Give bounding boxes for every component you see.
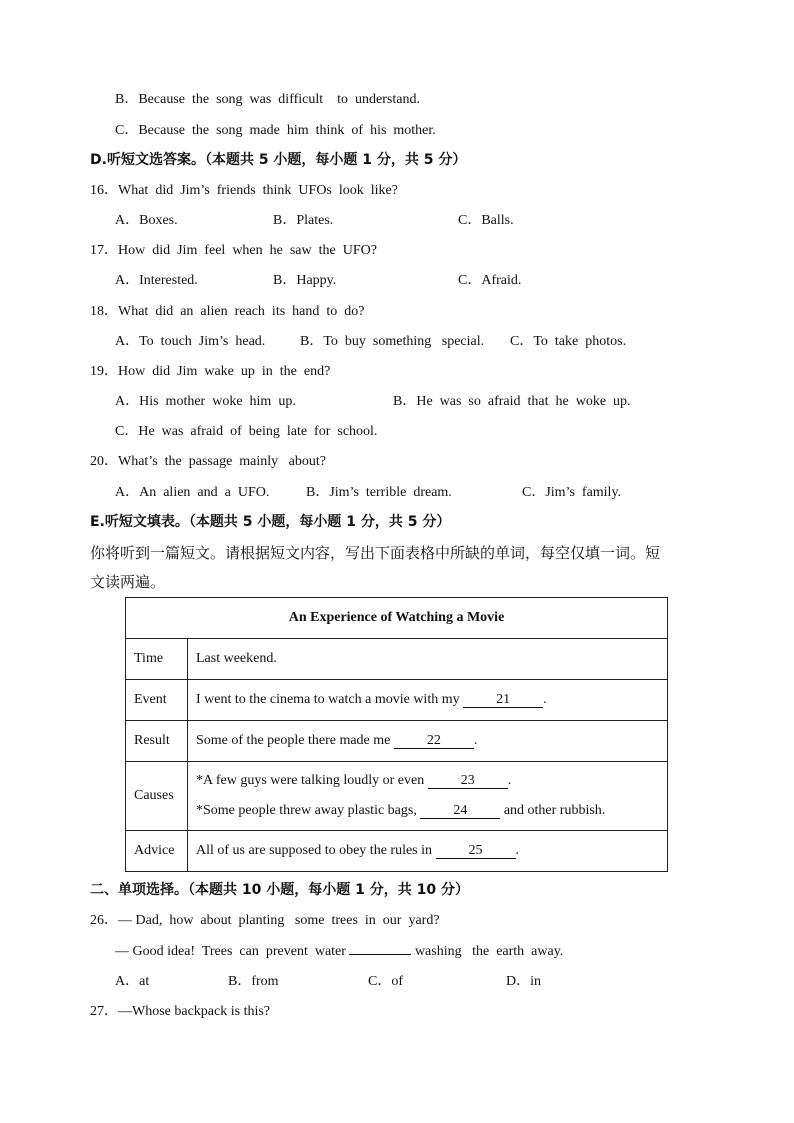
q16-option-b: B．Plates.	[273, 213, 334, 228]
time-text: Last weekend.	[196, 651, 277, 666]
table-row-event	[126, 680, 668, 721]
q15-option-c: C．Because the song made him think of his mother.	[115, 123, 436, 138]
q19-option-c: C．He was afraid of being late for school.	[115, 424, 378, 439]
blank-22[interactable]: 22	[394, 734, 474, 749]
cause-2-text: *Some people threw away plastic bags,	[196, 803, 421, 818]
cause-line-1	[196, 766, 659, 796]
listening-table	[125, 597, 668, 872]
cause-line-2	[196, 796, 659, 826]
blank-23[interactable]: 23	[428, 774, 508, 789]
advice-end: .	[515, 843, 520, 858]
q17-option-b: B．Happy.	[273, 273, 337, 288]
q26-option-d: D．in	[506, 974, 541, 989]
row-content-event	[188, 680, 668, 721]
q18-stem: 18．What did an alien reach its hand to do?	[90, 304, 365, 319]
q19-stem: 19．How did Jim wake up in the end?	[90, 364, 331, 379]
q16-option-c: C．Balls.	[458, 213, 514, 228]
q18-option-a: A．To touch Jim’s head.	[115, 334, 266, 349]
q20-option-c: C．Jim’s family.	[522, 485, 622, 500]
q26-option-c: C．of	[368, 974, 403, 989]
row-label-advice: Advice	[126, 831, 188, 872]
q18-option-c: C．To take photos.	[510, 334, 627, 349]
section-2-heading: 二、单项选择。（本题共 10 小题，每小题 1 分，共 10 分）	[90, 882, 469, 898]
blank-25[interactable]: 25	[436, 844, 516, 859]
section-d-heading: D.听短文选答案。（本题共 5 小题，每小题 1 分，共 5 分）	[90, 152, 467, 168]
q26-line2-start: — Good idea! Trees can prevent water	[115, 944, 350, 959]
row-label-causes: Causes	[126, 762, 188, 831]
q27-stem: 27．—Whose backpack is this?	[90, 1004, 271, 1019]
section-e-instruction-line2: 文读两遍。	[90, 573, 166, 591]
event-text: I went to the cinema to watch a movie with my	[196, 692, 464, 707]
table-row-advice	[126, 831, 668, 872]
q15-option-b: B．Because the song was difficult to understand.	[115, 92, 420, 107]
q19-option-b: B．He was so afraid that he woke up.	[393, 394, 631, 409]
table-row-result	[126, 721, 668, 762]
q26-line1: 26．— Dad, how about planting some trees in our yard?	[90, 913, 440, 928]
cause-2-end: and other rubbish.	[500, 803, 606, 818]
row-label-result: Result	[126, 721, 188, 762]
blank-24[interactable]: 24	[420, 804, 500, 819]
row-label-event: Event	[126, 680, 188, 721]
section-e-instruction-line1: 你将听到一篇短文。请根据短文内容，写出下面表格中所缺的单词，每空仅填一词。短	[90, 544, 661, 562]
table-row-causes	[126, 762, 668, 831]
q17-option-a: A．Interested.	[115, 273, 198, 288]
result-end: .	[473, 733, 478, 748]
row-content-causes	[188, 762, 668, 831]
table-title: An Experience of Watching a Movie	[126, 598, 668, 639]
row-content-time	[188, 639, 668, 680]
q20-option-b: B．Jim’s terrible dream.	[306, 485, 452, 500]
q18-option-b: B．To buy something special.	[300, 334, 485, 349]
advice-text: All of us are supposed to obey the rules in	[196, 843, 436, 858]
q26-option-a: A．at	[115, 974, 150, 989]
q16-option-a: A．Boxes.	[115, 213, 178, 228]
cause-1-text: *A few guys were talking loudly or even	[196, 773, 428, 788]
q16-stem: 16．What did Jim’s friends think UFOs look like?	[90, 183, 398, 198]
q26-blank[interactable]	[349, 954, 411, 955]
cause-1-end: .	[507, 773, 512, 788]
q17-stem: 17．How did Jim feel when he saw the UFO?	[90, 243, 377, 258]
row-label-time: Time	[126, 639, 188, 680]
q20-stem: 20．What’s the passage mainly about?	[90, 454, 326, 469]
row-content-result	[188, 721, 668, 762]
blank-21[interactable]: 21	[463, 693, 543, 708]
q19-option-a: A．His mother woke him up.	[115, 394, 296, 409]
q26-line2	[115, 943, 563, 961]
result-text: Some of the people there made me	[196, 733, 394, 748]
q17-option-c: C．Afraid.	[458, 273, 522, 288]
q26-option-b: B．from	[228, 974, 279, 989]
q20-option-a: A．An alien and a UFO.	[115, 485, 270, 500]
section-e-heading: E.听短文填表。（本题共 5 小题，每小题 1 分，共 5 分）	[90, 514, 451, 530]
row-content-advice	[188, 831, 668, 872]
q26-line2-end: washing the earth away.	[411, 944, 564, 959]
event-end: .	[543, 692, 547, 707]
table-row-time	[126, 639, 668, 680]
